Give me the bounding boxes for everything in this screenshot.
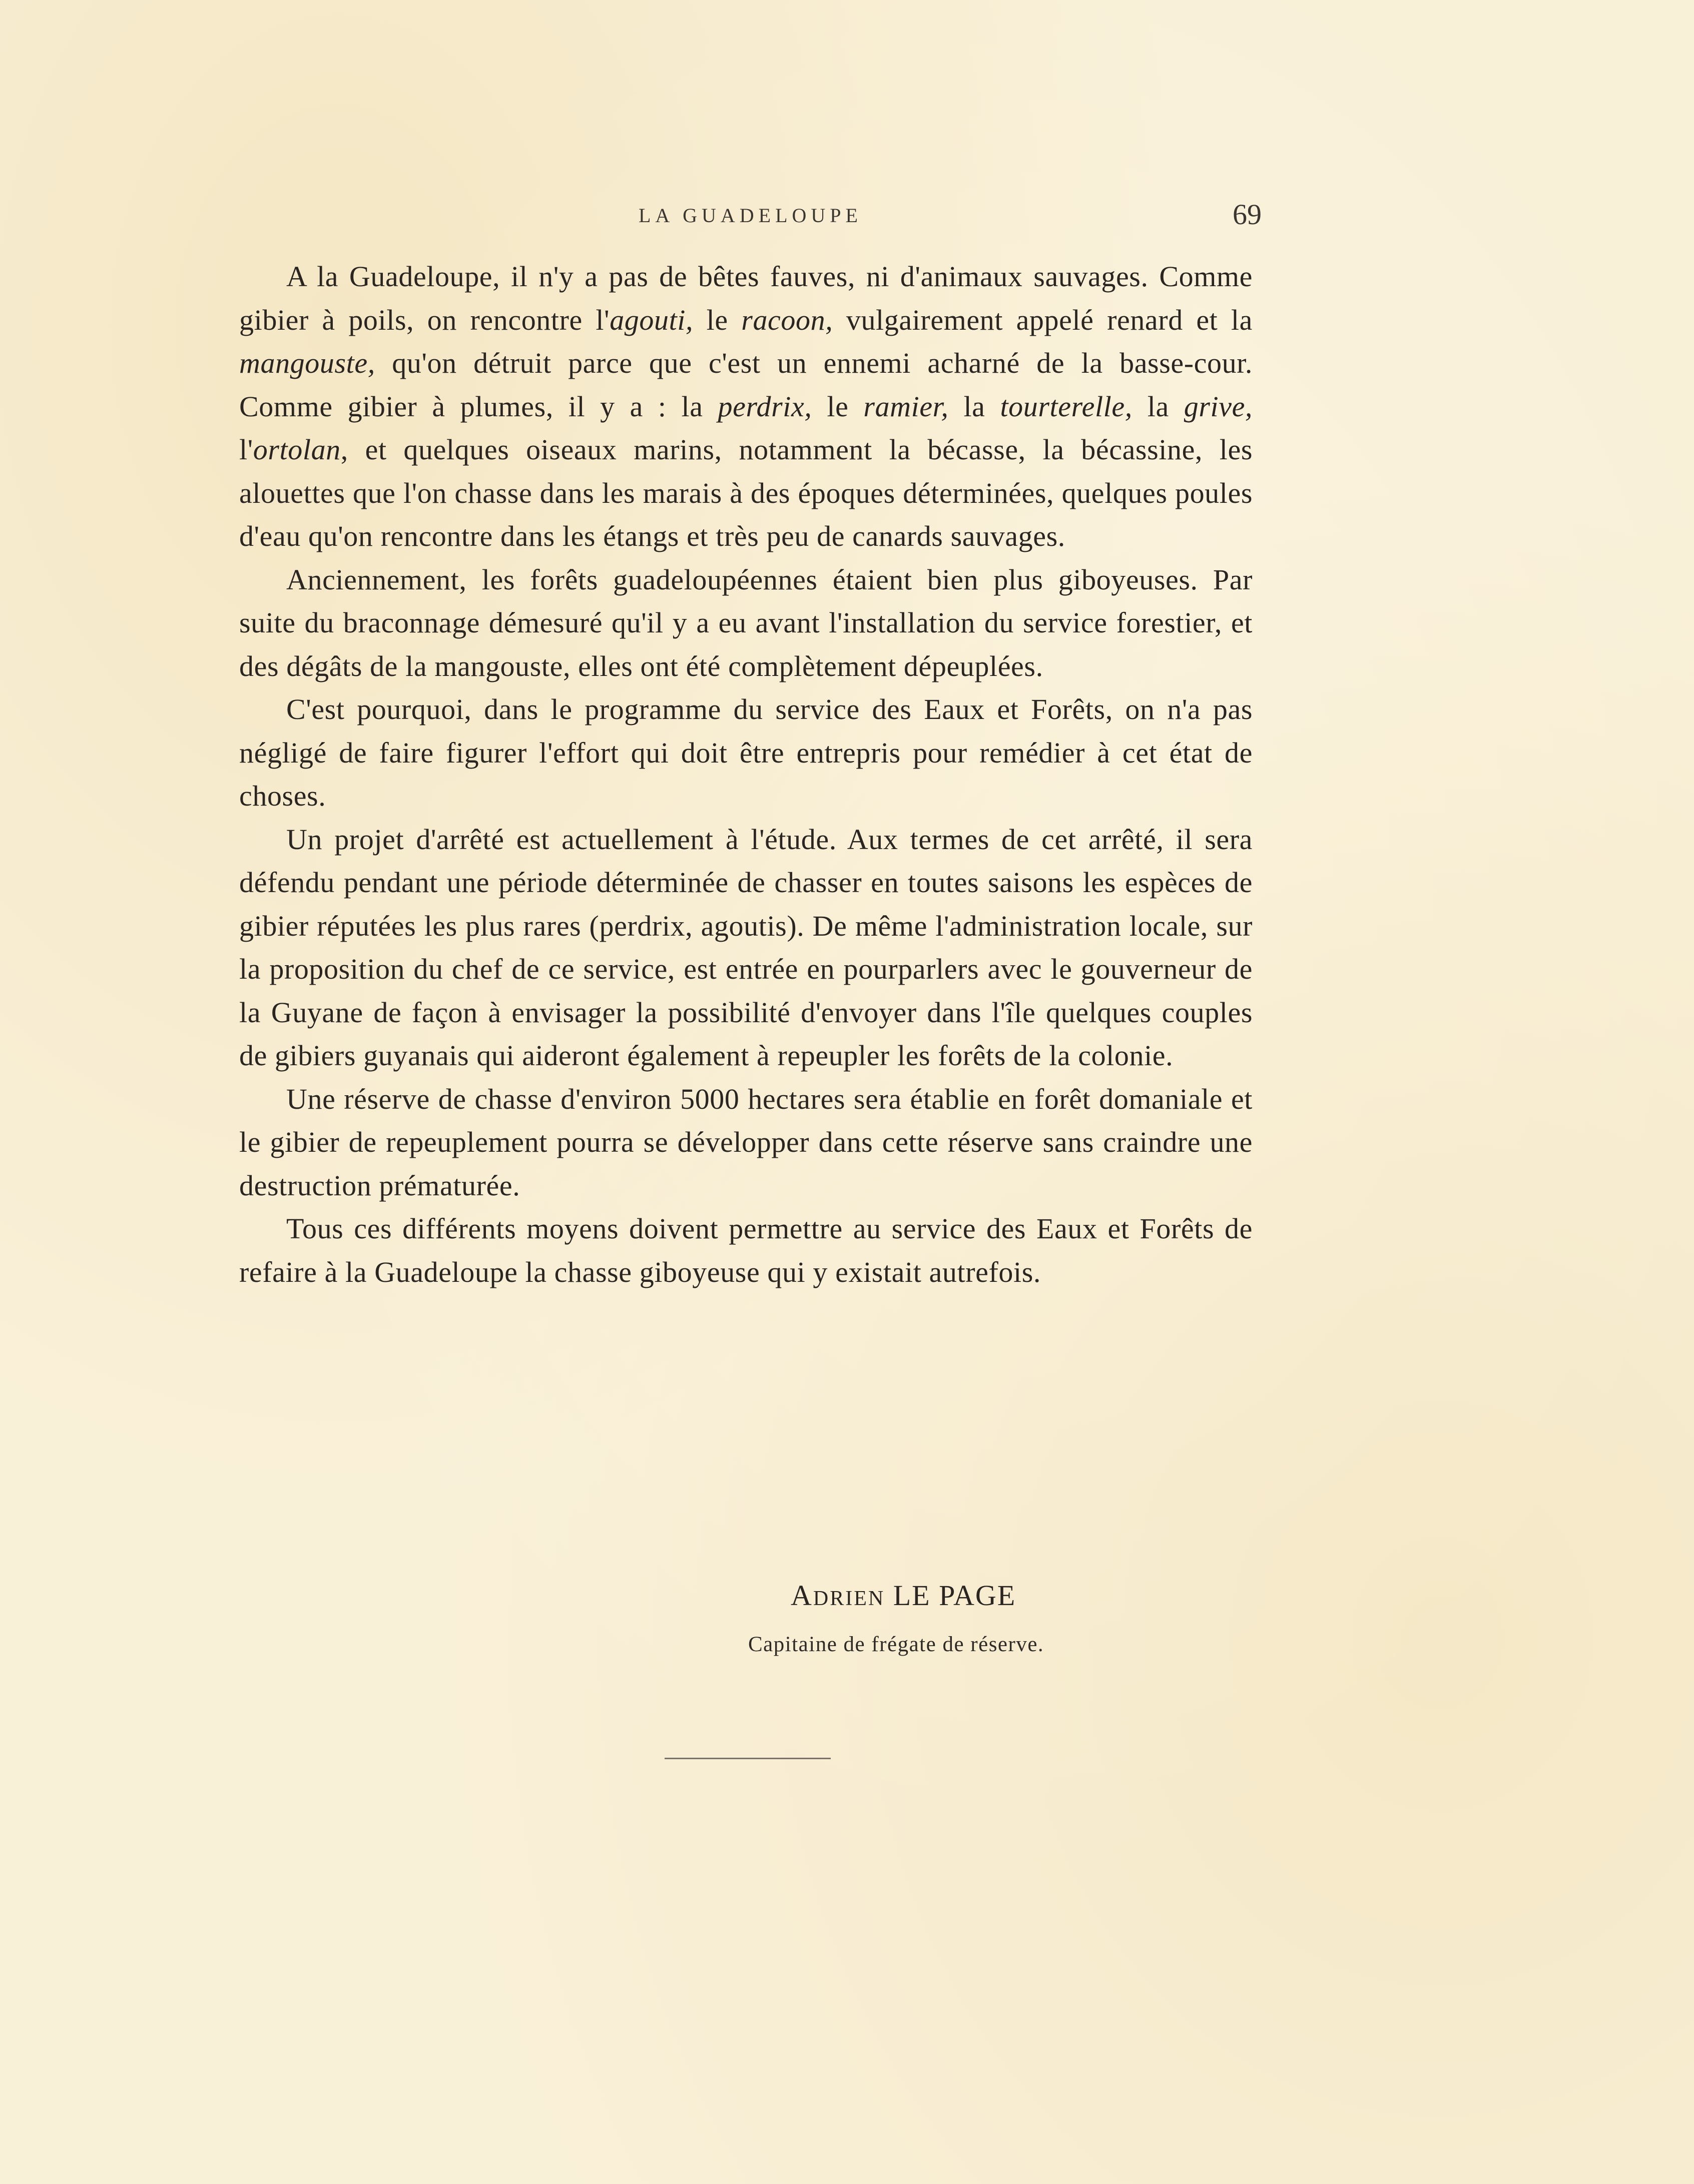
- author-first-name: [791, 1579, 885, 1612]
- text-run: l': [239, 433, 253, 466]
- article-body: [239, 255, 1253, 1294]
- paragraph-1: [239, 255, 1253, 558]
- italic-term-agouti: agouti,: [610, 303, 694, 336]
- paragraph-4: Un projet d'arrêté est actuellement à l'étude. Aux termes de cet arrêté, il sera défendu pendant une période déterminée de chasser en toutes saisons les espèces de gibier réputées les plus rares (perdrix, agoutis). De même l'administration locale, sur la proposition du chef de ce service, est entrée en pourparlers avec le gouverneur de la Guyane de façon à envisager la possibilité d'envoyer dans l'île quelques couples de gibiers guyanais qui aideront également à repeupler les forêts de la colonie.: [239, 823, 1253, 1072]
- italic-term-perdrix: perdrix,: [718, 390, 812, 423]
- author-last-name: LE PAGE: [893, 1579, 1016, 1612]
- paragraph-3: C'est pourquoi, dans le programme du service des Eaux et Forêts, on n'a pas négligé de faire figurer l'effort qui doit être entrepris pour remédier à cet état de choses.: [239, 693, 1253, 812]
- italic-term-mangouste: mangouste,: [239, 347, 375, 379]
- text-run: , et quelques oiseaux marins, notamment la bécasse, la bécassine, les alouettes que l'on chasse dans les marais à des époques déterminées, quelques poules d'eau qu'on rencontre dans les étangs et très peu de canards sauvages.: [239, 433, 1253, 552]
- author-signature: [791, 1579, 1016, 1612]
- author-first-rest: DRIEN: [813, 1587, 885, 1610]
- end-rule-divider: [665, 1758, 831, 1759]
- text-run: A la Guadeloupe, il n'y a pas de bêtes fauves, ni d'animaux sauvages. Comme gibier à poils, on rencontre l': [239, 260, 1253, 336]
- italic-term-racoon: racoon,: [741, 303, 833, 336]
- running-head: [239, 198, 1262, 233]
- text-run: le: [693, 303, 742, 336]
- text-run: vulgairement appelé renard et la: [833, 303, 1253, 336]
- text-run: qu'on détruit parce que c'est un ennemi acharné de la basse-cour. Comme gibier à plumes, il y a : la: [239, 347, 1253, 423]
- paragraph-6: Tous ces différents moyens doivent permettre au service des Eaux et Forêts de refaire à la Guadeloupe la chasse giboyeuse qui y existait autrefois.: [239, 1212, 1253, 1288]
- text-run: le: [812, 390, 864, 423]
- text-run: la: [1132, 390, 1184, 423]
- page-number: 69: [1233, 198, 1262, 231]
- italic-term-ramier: ramier,: [863, 390, 949, 423]
- italic-term-ortolan: ortolan: [253, 433, 341, 466]
- running-title: LA GUADELOUPE: [639, 204, 862, 227]
- author-title: Capitaine de frégate de réserve.: [748, 1633, 1044, 1656]
- paragraph-2: Anciennement, les forêts guadeloupéennes étaient bien plus giboyeuses. Par suite du braconnage démesuré qu'il y a eu avant l'installation du service forestier, et des dégâts de la mangouste, elles ont été complètement dépeuplées.: [239, 563, 1253, 682]
- paragraph-5: Une réserve de chasse d'environ 5000 hectares sera établie en forêt domaniale et le gibier de repeuplement pourra se développer dans cette réserve sans craindre une destruction prématurée.: [239, 1082, 1253, 1202]
- text-run: la: [948, 390, 1000, 423]
- italic-term-grive: grive,: [1184, 390, 1253, 423]
- italic-term-tourterelle: tourterelle,: [1000, 390, 1133, 423]
- author-first-initial: A: [791, 1579, 813, 1612]
